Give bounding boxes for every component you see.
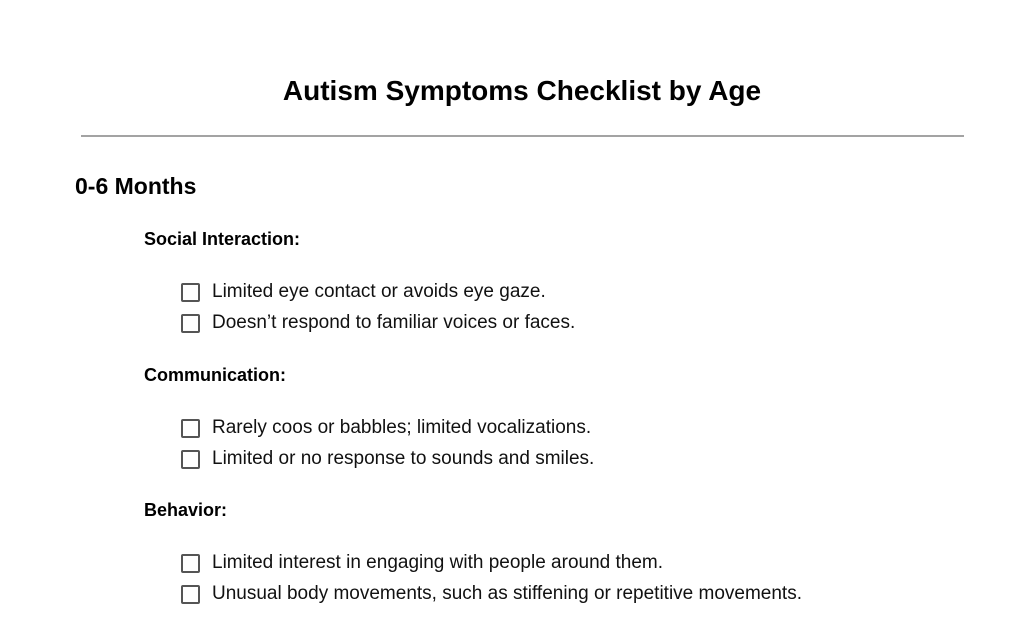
- checklist-item[interactable]: [181, 446, 594, 472]
- checkbox-icon[interactable]: [181, 450, 200, 469]
- age-section-heading: 0-6 Months: [75, 173, 197, 199]
- checkbox-icon[interactable]: [181, 554, 200, 573]
- checkbox-icon[interactable]: [181, 314, 200, 333]
- category-heading-social-interaction: Social Interaction:: [144, 229, 301, 249]
- checklist-item-label: Rarely coos or babbles; limited vocalizations.: [212, 417, 592, 438]
- category-heading-communication: Communication:: [144, 365, 286, 385]
- checklist-item-label: Doesn’t respond to familiar voices or faces.: [212, 312, 576, 333]
- checklist-item-label: Limited interest in engaging with people around them.: [212, 552, 664, 573]
- checklist-item-label: Limited eye contact or avoids eye gaze.: [212, 281, 546, 302]
- checkbox-icon[interactable]: [181, 585, 200, 604]
- document-title: Autism Symptoms Checklist by Age: [282, 75, 762, 106]
- checklist-item[interactable]: [181, 415, 591, 441]
- title-divider: [81, 135, 964, 137]
- checklist-item-label: Unusual body movements, such as stiffening or repetitive movements.: [212, 583, 802, 604]
- category-heading-behavior: Behavior:: [144, 500, 228, 520]
- checkbox-icon[interactable]: [181, 283, 200, 302]
- checkbox-icon[interactable]: [181, 419, 200, 438]
- checklist-item-label: Limited or no response to sounds and smiles.: [212, 448, 595, 469]
- checklist-item[interactable]: [181, 279, 546, 305]
- checklist-item[interactable]: [181, 581, 802, 607]
- checklist-item[interactable]: [181, 550, 663, 576]
- checklist-item[interactable]: [181, 310, 575, 336]
